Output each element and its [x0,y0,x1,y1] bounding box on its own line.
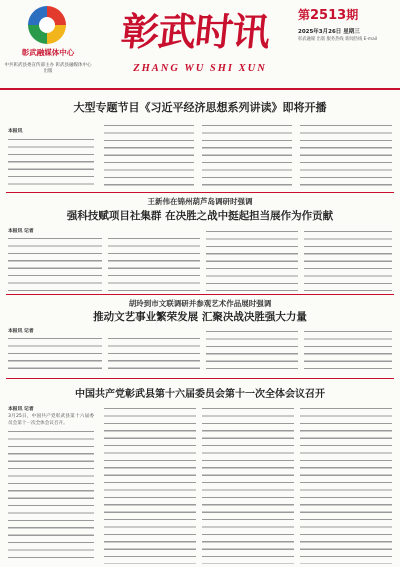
issue-prefix: 第 [298,8,311,22]
article2-headline: 强科技赋项目社集群 在决胜之战中挺起担当展作为作贡献 [66,210,334,222]
section-divider-3 [6,378,394,379]
media-logo [4,6,92,82]
article3-kicker: 胡玲到市文联调研并参观艺术作品展时强调 [128,299,272,308]
issue-suffix: 期 [346,8,359,22]
article3-byline: 本报讯 记者 [8,329,34,334]
article2-column-4 [304,228,392,291]
section-divider-2 [6,294,394,295]
article2-kicker: 王新伟在锦州葫芦岛调研时强调 [147,197,253,206]
article1-column-2 [104,122,194,188]
article1-column-4 [300,122,392,188]
article4-byline: 本报讯 记者 [8,407,34,412]
publication-date: 2025年3月26日 星期三 [298,29,360,35]
article3-column-4 [304,328,392,375]
section-divider-1 [6,192,394,193]
article1-column-3 [202,122,292,188]
logo-subtitle: 中共彰武县委宣传部主办 彰武县融媒体中心出版 [4,63,92,74]
article4-column-4 [300,405,392,564]
article1-byline: 本报讯 [8,129,23,134]
newspaper-pinyin: ZHANG WU SHI XUN [133,63,267,74]
logo-name: 彰武融媒体中心 [21,48,75,57]
contact-info: 彰武融媒 出版 服务热线 新闻热线 E-mail [298,37,378,42]
masthead [0,0,400,86]
issue-info [298,6,396,84]
logo-emblem-icon [28,6,66,44]
issue-value: 2513 [310,8,347,23]
newspaper-title: 彰武时讯 [118,9,272,54]
article2-column-1 [8,235,102,291]
article3-column-3 [206,328,298,375]
article4-column-2 [104,405,196,564]
article1-column-1 [8,136,94,188]
article3-column-1 [8,335,102,375]
article4-column-3 [202,405,294,564]
article2-byline: 本报讯 记者 [8,229,34,234]
article2-column-3 [206,228,298,291]
masthead-divider [0,88,400,90]
article4-lead: 3月25日，中国共产党彰武县第十六届委员会第十一次全体会议召开。 [8,414,94,427]
article1-headline: 大型专题节目《习近平经济思想系列讲读》即将开播 [73,101,327,114]
article3-headline: 推动文艺事业繁荣发展 汇聚决战决胜强大力量 [93,311,307,323]
issue-number [298,6,396,23]
article4-column-1 [8,428,94,564]
article3-column-2 [108,335,200,375]
article4-headline: 中国共产党彰武县第十六届委员会第十一次全体会议召开 [75,389,325,400]
article2-column-2 [108,235,200,291]
